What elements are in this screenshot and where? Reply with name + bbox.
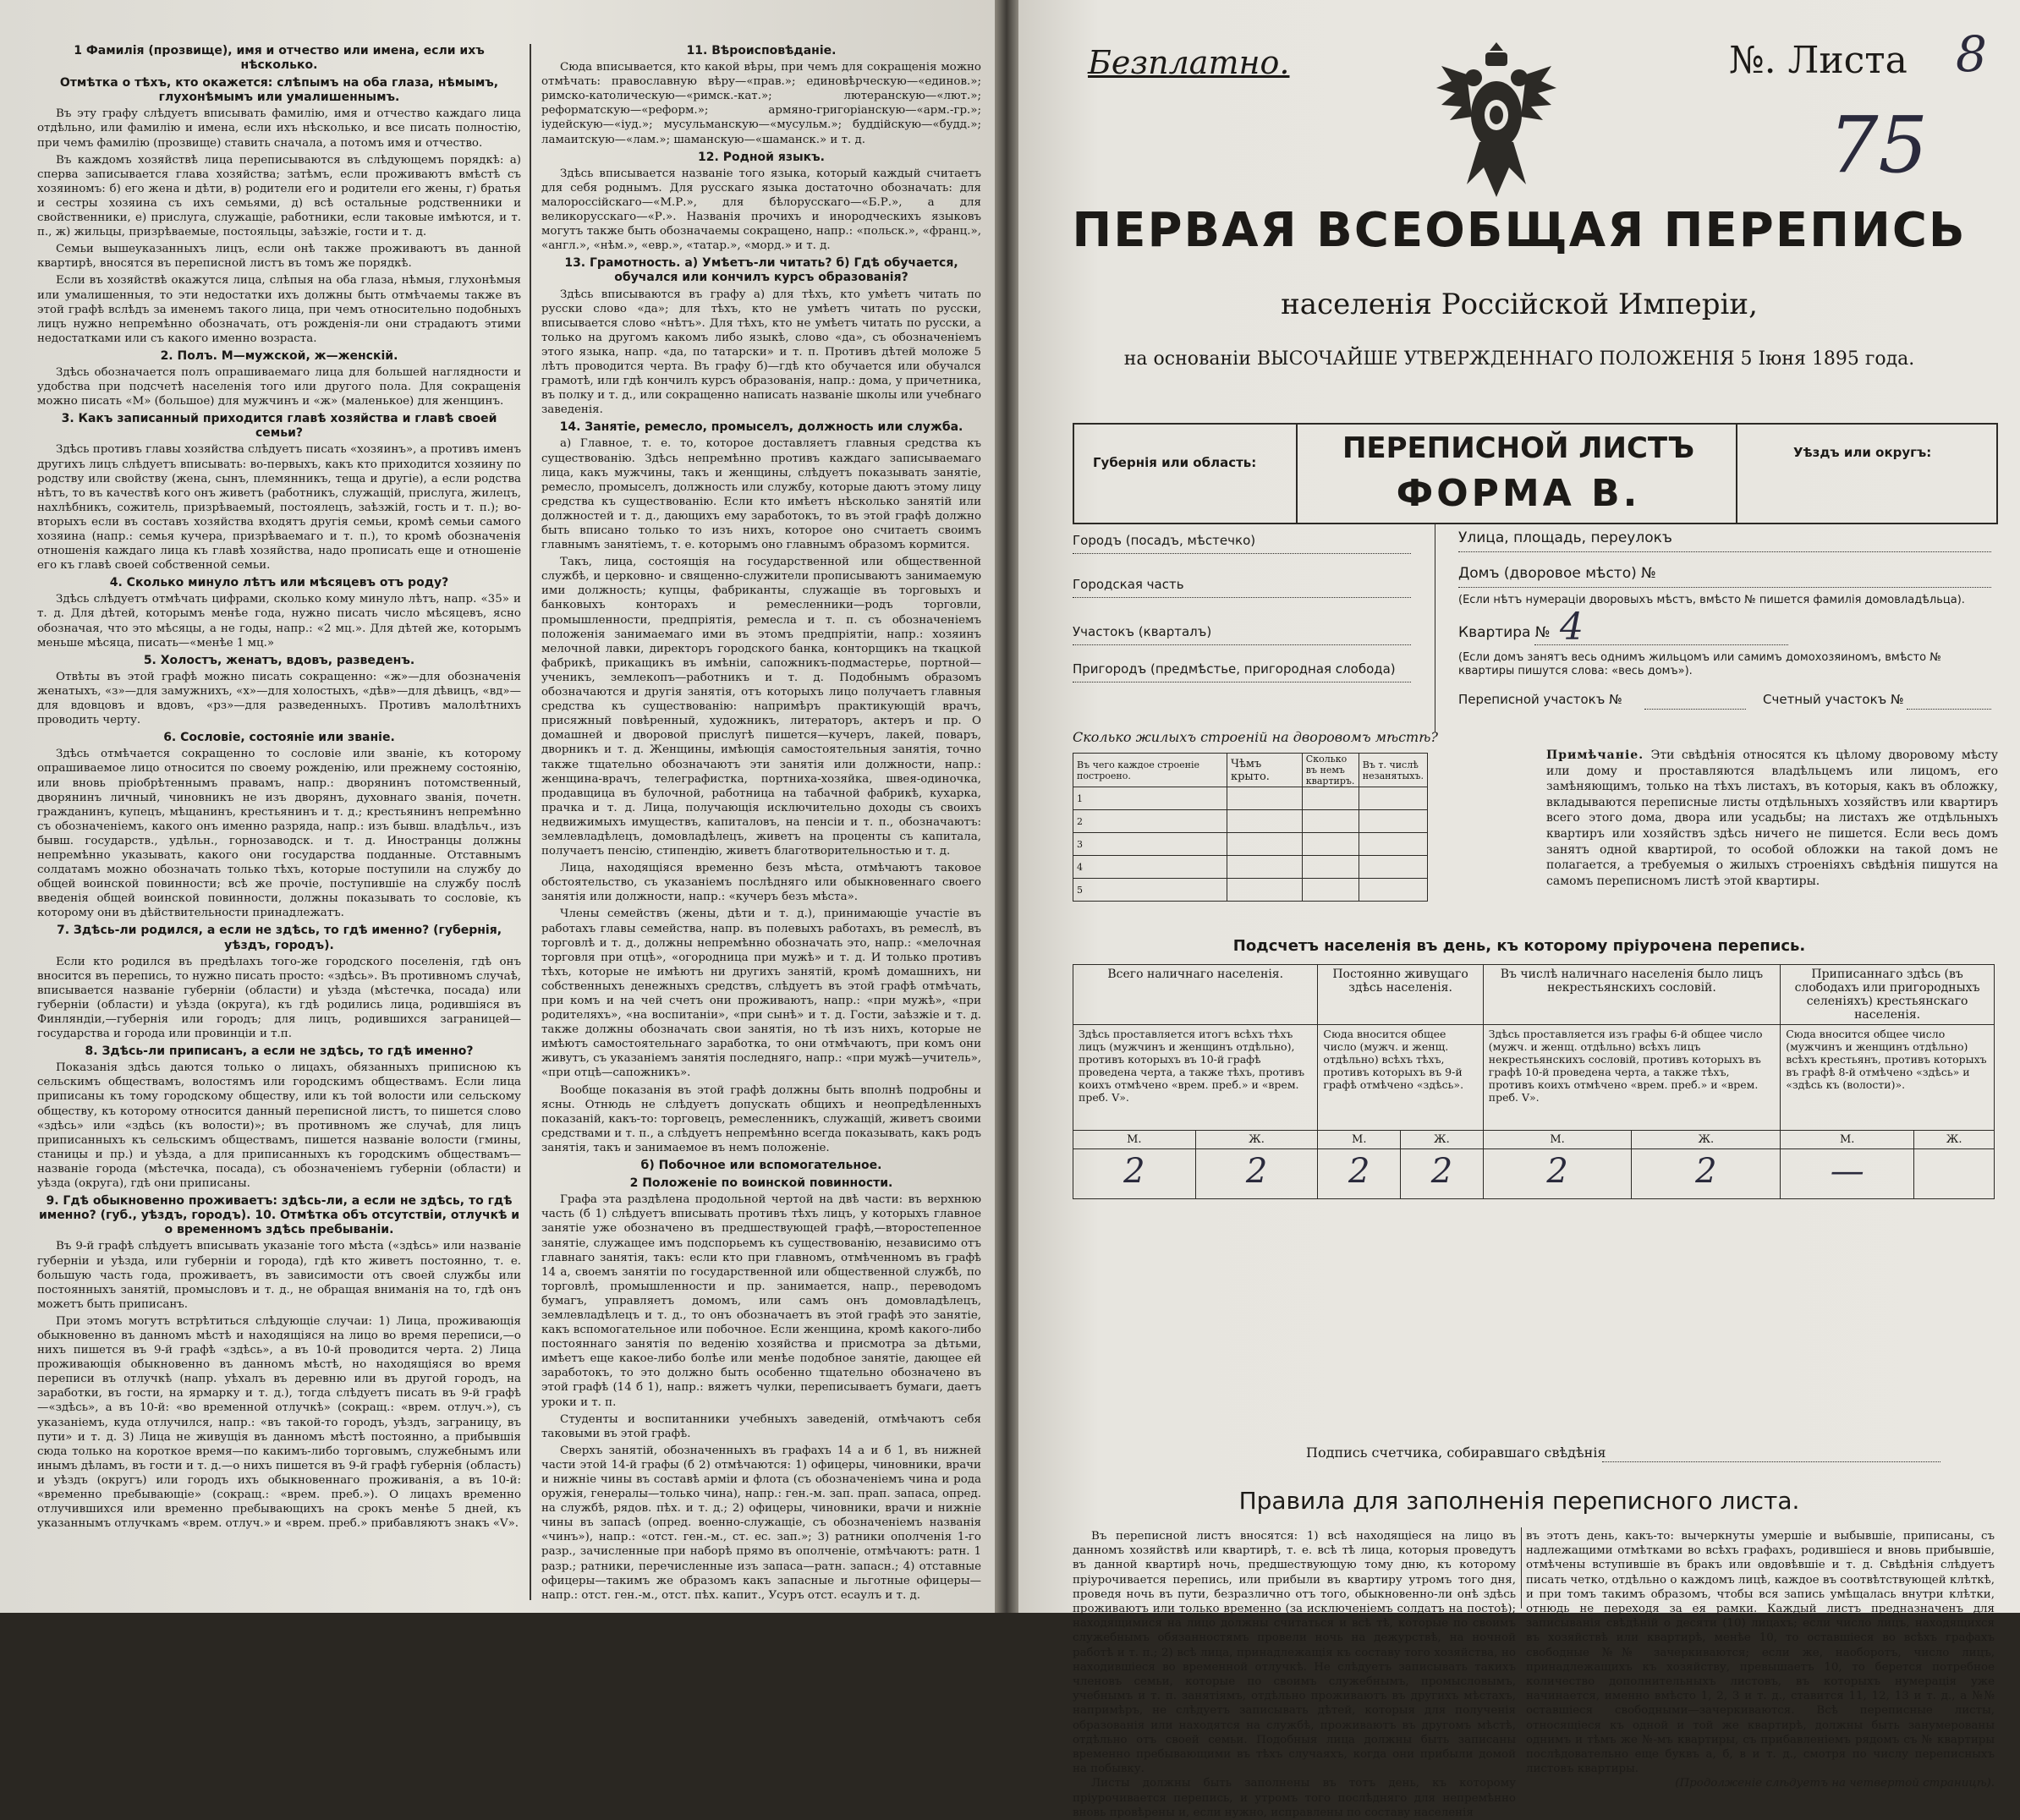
instruction-paragraph: Такъ, лица, состоящія на государственной или общественной службѣ, и церковно- и священно-служители прописываютъ занимаемую ими должность; купцы, фабриканты, служащіе въ торговыхъ и банковыхъ конторахъ и ремесленники—родъ торговли, промышленности, предпріятія, ремесла и т. п. съ обозначеніемъ положенія занимаемаго ими въ этомъ предпріятіи, напр.: хозяинъ мелочной лавки, директоръ городского банка, конторщикъ на ткацкой фабрикѣ, прикащикъ въ имѣніи, сапожникъ-подмастерье, портной—ученикъ, землекопъ—работникъ и т. д. Подобнымъ образомъ обозначаются и другія занятія, отъ которыхъ лицо получаетъ главныя средства къ существованію: напримѣръ практикующій врачъ, присяжный повѣренный, художникъ, литераторъ, актеръ и пр. О домашней и дворовой прислугѣ пишется—кучеръ, лакей, поваръ, дворникъ и т. д. Женщины, имѣющія самостоятельныя занятія, точно также тщательно обозначаютъ эти занятія или должности, напр.: женщина-врачъ, телеграфистка, портниха-хозяйка, швея-одиночка, продавщица въ булочной, работница на табачной фабрикѣ, кухарка, прачка и т. д. Лица, получающія исключительно доходы съ своихъ недвижимыхъ имуществъ, капиталовъ, на пенсіи и т. п., обозначаютъ: землевладѣлецъ, домовладѣлецъ, живетъ на проценты съ капитала, получаетъ пенсію, стипендію, живетъ благотворительностью и т. д.: [541, 556, 981, 858]
count-m-header: М.: [1318, 1131, 1401, 1149]
section-heading: 11. Вѣроисповѣданіе.: [686, 44, 837, 58]
section-heading: 12. Родной языкъ.: [698, 150, 825, 164]
instruction-paragraph: Здѣсь противъ главы хозяйства слѣдуетъ писать «хозяинъ», а противъ именъ другихъ лицъ слѣдуетъ вписывать: во-первыхъ, какъ кто приходится хозяину по родству или свойству (жена, сынъ, племянникъ, теща и другіе), а если родства нѣтъ, то въ качествѣ кого онъ живетъ (работникъ, служащій, прислуга, жилецъ, нахлѣбникъ, сожитель, призрѣваемый, постоялецъ, заѣзжій, гость и т. п.); во-вторыхъ если въ составъ хозяйства входятъ другія семьи, кромѣ семьи самого хозяина (напр.: семья кучера, призрѣваемаго и т. п.), то кромѣ обозначенія отношенія каждаго лица къ главѣ хозяйства, надо прописать еще и отношеніе его къ главѣ своей собственной семьи.: [37, 443, 521, 573]
count-value-permanent-m[interactable]: 2: [1318, 1149, 1401, 1199]
count-desc-non-peasant: Здѣсь проставляется изъ графы 6-й общее число (мужч. и женщ. отдѣльно) всѣхъ лицъ некрестьянскихъ сословій, противъ которыхъ въ графѣ 10-й проведена черта, а также тѣхъ, противъ коихъ отмѣчено «врем. преб.» и «врем. преб. V».: [1483, 1025, 1780, 1131]
buildings-header-vacant: Въ т. числѣ незанятыхъ.: [1359, 754, 1427, 787]
address-top-rule: [1073, 523, 1998, 524]
buildings-cell[interactable]: [1359, 810, 1427, 833]
buildings-note: [1546, 748, 1998, 889]
instruction-paragraph: Сюда вписывается, кто какой вѣры, при чемъ для сокращенія можно отмѣчать: православную вѣру—«прав.»; единовѣрческую—«единов.»; римско-католическую—«римск.-кат.»; лютеранскую—«лют.»; реформатскую—«реформ.»; армяно-григоріанскую—«арм.-гр.»; іудейскую—«іуд.»; мусульманскую—«мусульм.»; буддійскую—«будд.»; ламаитскую—«лам.»; шаманскую—«шаманск.» и т. д.: [541, 61, 981, 146]
book-gutter: [995, 0, 1018, 1613]
schet-uchastok-field[interactable]: [1907, 709, 1991, 710]
buildings-cell[interactable]: [1302, 810, 1359, 833]
form-letter: ФОРМА В.: [1396, 472, 1641, 515]
kvartira-field[interactable]: [1534, 644, 1788, 645]
kvartira-note: (Если домъ занятъ весь однимъ жильцомъ или самимъ домохозяиномъ, вмѣсто № квартиры пишутся слова: «весь домъ»).: [1458, 651, 1941, 677]
document-basis: на основаніи ВЫСОЧАЙШЕ УТВЕРЖДЕННАГО ПОЛОЖЕНІЯ 5 Іюня 1895 года.: [1123, 348, 1915, 370]
count-value-non-peasant-zh[interactable]: 2: [1632, 1149, 1781, 1199]
count-zh-header: Ж.: [1632, 1131, 1781, 1149]
column-divider: [530, 44, 531, 1600]
section-heading: 7. Здѣсь-ли родился, а если не здѣсь, то гдѣ именно? (губернія, уѣздъ, городъ).: [56, 924, 502, 952]
instruction-paragraph: Если кто родился въ предѣлахъ того-же городского поселенія, гдѣ онъ вносится въ перепись, то нужно писать просто: «здѣсь». Въ противномъ случаѣ, вписывается названіе губерніи (области) и уѣзда (мѣстечка, посада) или губерніи (области) и уѣзда (округа), къ гдѣ родились лица, родившіяся въ Финляндіи,—губернія или городъ; для лицъ, родившихся заграницей—государства и города или провинціи и т.п.: [37, 955, 521, 1041]
rules-divider: [1521, 1527, 1522, 1609]
buildings-header-material: Въ чего каждое строеніе построено.: [1073, 754, 1227, 787]
instruction-paragraph: Отвѣты въ этой графѣ можно писать сокращенно: «ж»—для обозначенія женатыхъ, «з»—для замужнихъ, «х»—для холостыхъ, «дѣв»—для дѣвицъ, «вд»—для вдовцовъ и вдовъ, «рз»—для разведенныхъ. Противъ малолѣтнихъ проводить черту.: [37, 670, 521, 727]
buildings-cell[interactable]: [1227, 833, 1302, 856]
handwritten-folio-number: 75: [1829, 100, 1929, 190]
form-title: ПЕРЕПИСНОЙ ЛИСТЪ: [1342, 431, 1695, 465]
count-m-header: М.: [1073, 1131, 1196, 1149]
gorod-label: Городъ (посадъ, мѣстечко): [1073, 533, 1256, 548]
instruction-paragraph: Если въ хозяйствѣ окажутся лица, слѣпыя на оба глаза, нѣмыя, глухонѣмыя или умалишенныя, то эти недостатки ихъ должны быть отмѣчаемы также въ этой графѣ вслѣдъ за именемъ такого лица, при чемъ относительно подобныхъ лицъ нужно непремѣнно обозначать, отъ рожденія-ли они страдаютъ этими недостатками или съ какого именно возраста.: [37, 274, 521, 345]
rules-text-2: Листы должны быть заполнены въ тотъ день, къ которому пріурочивается перепись, и утромъ того послѣдняго для непремѣнно вновь провѣрены и, если нужно, исправлены по составу населенія: [1073, 1777, 1516, 1819]
section-heading: б) Побочное или вспомогательное.: [640, 1159, 882, 1173]
buildings-row-num: 5: [1073, 879, 1227, 902]
instruction-paragraph: Въ эту графу слѣдуетъ вписывать фамилію, имя и отчество каждаго лица отдѣльно, или фамилію и имена, если ихъ нѣсколько, и все писать полностію, при чемъ фамилію (прозвище) ставить сначала, а потомъ имя и отчество.: [37, 107, 521, 150]
count-m-header: М.: [1781, 1131, 1914, 1149]
dom-field[interactable]: [1458, 587, 1991, 588]
instruction-paragraph: а) Главное, т. е. то, которое доставляетъ главныя средства къ существованію. Здѣсь непремѣнно противъ каждаго записываемаго лица, какъ мужчины, такъ и женщины, слѣдуетъ показывать занятіе, ремесло, промыселъ, должность или службу, которые даютъ этому лицу средства къ существованію. Если кто имѣетъ нѣсколько занятій или должностей и т. д., дающихъ ему заработокъ, то въ этой графѣ должно быть вписано только то изъ нихъ, которое оно считаетъ своимъ главнымъ занятіемъ, т. е. которымъ оно главнымъ образомъ кормится.: [541, 437, 981, 552]
uezd-label: Уѣздъ или округъ:: [1793, 445, 1932, 460]
section-heading: 3. Какъ записанный приходится главѣ хозяйства и главѣ своей семьи?: [61, 412, 497, 441]
buildings-cell[interactable]: [1302, 787, 1359, 810]
count-value-peasant-m[interactable]: —: [1781, 1149, 1914, 1199]
buildings-table: [1073, 753, 1428, 902]
ulica-field[interactable]: [1458, 551, 1991, 552]
buildings-question: Сколько жилыхъ строеній на дворовомъ мѣстѣ?: [1073, 729, 1438, 745]
instruction-paragraph: Студенты и воспитанники учебныхъ заведеній, отмѣчаютъ себя таковыми въ этой графѣ.: [541, 1412, 981, 1440]
rules-continuation: (Продолженіе слѣдуетъ на четвертой страницѣ).: [1675, 1777, 1995, 1790]
buildings-cell[interactable]: [1359, 856, 1427, 879]
buildings-cell[interactable]: [1302, 856, 1359, 879]
count-header-total: Всего наличнаго населенія.: [1073, 965, 1318, 1025]
dom-note: (Если нѣтъ нумераціи дворовыхъ мѣстъ, вмѣсто № пишется фамилія домовладѣльца).: [1458, 594, 1965, 606]
section-heading: 6. Сословіе, состояніе или званіе.: [163, 731, 395, 745]
note-label: Примѣчаніе.: [1546, 748, 1644, 762]
signature-label: Подпись счетчика, собиравшаго свѣдѣнія: [1306, 1444, 1606, 1461]
document-title: ПЕРВАЯ ВСЕОБЩАЯ ПЕРЕПИСЬ: [1072, 203, 1967, 258]
rules-column-1: [1073, 1529, 1516, 1820]
count-zh-header: Ж.: [1195, 1131, 1318, 1149]
buildings-cell[interactable]: [1227, 879, 1302, 902]
buildings-cell[interactable]: [1227, 856, 1302, 879]
document-subtitle: населенія Россійской Имперіи,: [1281, 288, 1758, 321]
gubernia-label: Губернія или область:: [1093, 455, 1257, 470]
buildings-cell[interactable]: [1227, 787, 1302, 810]
buildings-row-num: 2: [1073, 810, 1227, 833]
count-value-non-peasant-m[interactable]: 2: [1483, 1149, 1632, 1199]
count-header-permanent: Постоянно живущаго здѣсь населенія.: [1318, 965, 1483, 1025]
count-zh-header: Ж.: [1914, 1131, 1995, 1149]
instruction-paragraph: Въ каждомъ хозяйствѣ лица переписываются въ слѣдующемъ порядкѣ: а) сперва записывается глава хозяйства; затѣмъ, если проживаютъ вмѣстѣ съ хозяиномъ: б) его жена и дѣти, в) родители его и родители его жены, г) братья и сестры хозяина съ ихъ семьями, д) всѣ остальные родственники и свойственники, е) прислуга, служащіе, работники, если таковые имѣются, и т. п., ж) жильцы, призрѣваемые, постояльцы, заѣзжіе, гости и т. д.: [37, 153, 521, 239]
instructions-column-2: [541, 41, 981, 1605]
count-zh-header: Ж.: [1401, 1131, 1484, 1149]
handwritten-sheet-number: 8: [1956, 25, 1987, 83]
section-heading: 14. Занятіе, ремесло, промыселъ, должность или служба.: [559, 420, 963, 435]
count-desc-peasant: Сюда вносится общее число (мужчинъ и женщинъ отдѣльно) всѣхъ крестьянъ, противъ которыхъ въ графѣ 8-й отмѣчено «здѣсь» и «здѣсь къ (волости)».: [1781, 1025, 1995, 1131]
instructions-page: [0, 0, 995, 1613]
section-heading: 8. Здѣсь-ли приписанъ, а если не здѣсь, то гдѣ именно?: [85, 1044, 474, 1059]
instruction-paragraph: Здѣсь слѣдуетъ отмѣчать цифрами, сколько кому минуло лѣтъ, напр. «35» и т. д. Для дѣтей, которымъ менѣе года, нужно писать число мѣсяцевъ, ясно обозначая, что это мѣсяцы, а не годы, напр.: «2 мц.». Для дѣтей же, которымъ меньше мѣсяца, писать—«менѣе 1 мц.»: [37, 593, 521, 650]
rules-title: Правила для заполненія переписного листа.: [1238, 1487, 1800, 1515]
count-desc-total: Здѣсь проставляется итогъ всѣхъ тѣхъ лицъ (мужчинъ и женщинъ отдѣльно), противъ которыхъ въ 10-й графѣ проведена черта, а также тѣхъ, противъ коихъ отмѣчено «врем. преб.» и «врем. преб. V».: [1073, 1025, 1318, 1131]
instruction-paragraph: Показанія здѣсь даются только о лицахъ, обязанныхъ приписною къ сельскимъ обществамъ, волостямъ или городскимъ обществамъ. Если лица приписаны къ тому городскому обществу, или къ той волости или сельскому обществу, къ которому относится данный переписной листъ, то пишется слово «здѣсь» или «здѣсь (къ волости)»; въ противномъ же случаѣ, для лицъ приписанныхъ къ сельскимъ обществамъ, пишется названіе волости (гмины, станицы и пр.) и уѣзда, а для приписанныхъ къ городскимъ обществамъ—названіе города (мѣстечка, посада), съ обозначеніемъ губерніи (области) и уѣзда (округа), гдѣ они приписаны.: [37, 1061, 521, 1191]
signature-field[interactable]: [1602, 1461, 1940, 1462]
instruction-paragraph: Здѣсь отмѣчается сокращенно то сословіе или званіе, къ которому опрашиваемое лицо относится по своему рожденію, или прежнему состоянію, или вновь пріобрѣтеннымъ правамъ, напр.: дворянинъ потомственный, дворянинъ личный, чиновникъ не изъ дворянъ, духовнаго званія, почетн. гражданинъ, купецъ, мѣщанинъ, крестьянинъ и т. д.; крестьянинъ непремѣнно съ обозначеніемъ, какого онъ именно разряда, напр.: изъ бывш. владѣльч., изъ бывш. государств., удѣльн., горнозаводск. и т. д. Иностранцы должны непремѣнно указывать, какого они государства подданные. Отставнымъ солдатамъ можно обозначать только тѣхъ, которые поступили на службу до общей воинской повинности; всѣ же прочіе, поступившіе на службу послѣ введенія общей воинской повинности, должны показывать то сословіе, къ которому они въ дѣйствительности принадлежатъ.: [37, 748, 521, 920]
instruction-paragraph: Вообще показанія въ этой графѣ должны быть вполнѣ подробны и ясны. Отнюдь не слѣдуетъ допускать общихъ и неопредѣленныхъ показаній, какъ-то: торговецъ, ремесленникъ, служащій, живетъ своими средствами и т. п., а слѣдуетъ непремѣнно всегда показывать, какъ родъ занятія, такъ и занимаемое въ немъ положеніе.: [541, 1083, 981, 1154]
buildings-cell[interactable]: [1227, 810, 1302, 833]
kvartira-label: Квартира №: [1458, 624, 1551, 641]
instruction-paragraph: Лица, находящіяся временно безъ мѣста, отмѣчаютъ таковое обстоятельство, съ указаніемъ послѣдняго или обыкновеннаго своего занятія или должности, напр.: «кучеръ безъ мѣста».: [541, 862, 981, 904]
schet-uchastok-label: Счетный участокъ №: [1763, 692, 1904, 707]
imperial-eagle-emblem-icon: [1433, 41, 1560, 201]
rules-text-3: въ этотъ день, какъ-то: вычеркнуты умершіе и выбывшіе, приписаны, съ надлежащими отмѣтками во всѣхъ графахъ, родившіеся и вновь прибывшіе, отмѣчены вступившіе въ бракъ или овдовѣвшіе и т. д. Свѣдѣнія слѣдуетъ писать четко, отдѣльно о каждомъ лицѣ, каждое въ соотвѣтствующей клѣткѣ, и при томъ такимъ образомъ, чтобы вся запись умѣщалась внутри клѣтки, отнюдь не переходя за ея рамки. Каждый листъ предназначенъ для записыванія свѣдѣній о десяти (10) лицахъ; если число лицъ, находящихся въ хозяйствѣ или квартирѣ, менѣе 10, то оставшіеся во всѣхъ графахъ свободные №№ зачеркиваются; если же, наоборотъ, число лицъ, принадлежащихъ къ хозяйству, превышаетъ 10, то берется потребное количество дополнительныхъ листовъ, въ которыхъ нумерація уже начинается, именно вмѣсто 1, 2, 3 и т. д., ставится 11, 12, 13 и т. д., а №№ оставшіеся свободными—зачеркиваются. Всѣ переписные листы, относящіеся къ одной и той же квартирѣ, должны быть занумерованы однимъ и тѣмъ же №-мъ квартиры, съ прибавленіемъ рядомъ съ № квартиры послѣдовательно еще буквъ а, б, в и т. д., смотря по числу переписныхъ листовъ квартиры.: [1526, 1530, 1995, 1776]
rules-column-2: [1526, 1529, 1995, 1791]
count-value-total-zh[interactable]: 2: [1195, 1149, 1318, 1199]
buildings-cell[interactable]: [1359, 833, 1427, 856]
rules-text-1: Въ переписной листъ вносятся: 1) всѣ находящіеся на лицо въ данномъ хозяйствѣ или квартирѣ, т. е. всѣ тѣ лица, которыя проведутъ въ данной квартирѣ ночь, предшествующую тому дню, къ которому пріурочивается перепись, или прибыли въ квартиру утромъ того дня, проведя ночь въ пути, безразлично отъ того, обыкновенно-ли онѣ здѣсь проживаютъ или только временно (за исключеніемъ солдатъ на постоѣ); находящимися на лицо должны считаться и всѣ тѣ, которые по своимъ служебнымъ обязанностямъ провели ночь на дежурствѣ, на ночной работѣ и т. п.; 2) всѣ лица, принадлежащія къ составу того хозяйства, но находившіеся во временной отлучкѣ. Не слѣдуетъ записывать такихъ членовъ семьи, которые по своимъ служебнымъ, промысловымъ, учебнымъ и т. п. занятіямъ, отдѣльно проживаютъ въ другихъ мѣстахъ, напримѣръ, не слѣдуетъ записывать дѣтей, которыя для полученія образованія или находятся на службѣ, проживаютъ въ другомъ мѣстѣ, отдѣльно отъ своей семьи. Подобныя лица должны быть записаны временно пребывающими въ тѣхъ случаяхъ, когда они прибыли домой на побывку.: [1073, 1530, 1516, 1776]
instruction-paragraph: Въ 9-й графѣ слѣдуетъ вписывать указаніе того мѣста («здѣсь» или названіе губерніи и уѣзда, или губерніи и города), гдѣ кто живетъ постоянно, т. е. большую часть года, проживаетъ, въ зависимости отъ своей службы или постоянныхъ занятій, промысловъ и т. д., не обращая вниманія на то, гдѣ онъ можетъ быть приписанъ.: [37, 1240, 521, 1311]
count-header-non-peasant: Въ числѣ наличнаго населенія было лицъ некрестьянскихъ сословій.: [1483, 965, 1780, 1025]
section-heading: 9. Гдѣ обыкновенно проживаетъ: здѣсь-ли, а если не здѣсь, то гдѣ именно? (губ., уѣздъ, городъ). 10. Отмѣтка объ отсутствіи, отлучкѣ и о временномъ здѣсь пребываніи.: [38, 1194, 520, 1237]
population-count-title: Подсчетъ населенія въ день, къ которому пріурочена перепись.: [1232, 937, 1806, 955]
prigorod-label: Пригородъ (предмѣстье, пригородная слобода): [1073, 661, 1396, 677]
count-value-peasant-zh[interactable]: [1914, 1149, 1995, 1199]
instruction-paragraph: Графа эта раздѣлена продольной чертой на двѣ части: въ верхнюю часть (б 1) слѣдуетъ вписывать противъ тѣхъ лицъ, у которыхъ главное занятіе уже обозначено въ предшествующей графѣ,—второстепенное занятіе, служащее имъ подспорьемъ къ существованію, независимо отъ главнаго занятія, такъ: если кто при главномъ, отмѣченномъ въ графѣ 14 а, своемъ занятіи по государственной или общественной службѣ, по торговлѣ, промышленности и пр. занимается, напр., переводомъ бумагъ, управляетъ домомъ, или самъ онъ домовладѣлецъ, землевладѣлецъ и т. д., то онъ обозначаетъ въ этой графѣ это занятіе, какъ вспомогательное или побочное. Если женщина, кромѣ какого-либо постояннаго занятія по веденію хозяйства и присмотра за дѣтьми, имѣетъ еще какое-либо болѣе или менѣе подобное занятіе, дающее ей заработокъ, то это должно быть особенно тщательно обозначено въ этой графѣ (14 б 1), напр.: вяжетъ чулки, переписываетъ бумаги, даетъ уроки и т. п.: [541, 1193, 981, 1409]
buildings-row-num: 4: [1073, 856, 1227, 879]
instruction-paragraph: При этомъ могутъ встрѣтиться слѣдующіе случаи: 1) Лица, проживающія обыкновенно въ данномъ мѣстѣ и находящіяся на лицо во время переписи,—о нихъ пишется въ 9-й графѣ «здѣсь», а въ 10-й проводится черта. 2) Лица проживающія обыкновенно въ данномъ мѣстѣ, но находящіяся во время переписи въ отлучкѣ (напр. уѣхалъ въ деревню или въ другой городъ, на заработки, въ гости, на ярмарку и т. д.), тогда слѣдуетъ писать въ 9-й графѣ—«здѣсь», а въ 10-й: «во временной отлучкѣ» (сокращ.: «врем. отлуч.»), съ указаніемъ, куда отлучился, напр.: «въ такой-то городъ, уѣздъ, заграницу, въ пути» и т. д. 3) Лица не живущія въ данномъ мѣстѣ постоянно, а прибывшія сюда только на короткое время—по какимъ-либо торговымъ, служебнымъ или инымъ дѣламъ, въ гости и т. д.—о нихъ пишется въ 9-й графѣ губернія (область) и уѣздъ (округъ) или городъ ихъ обыкновеннаго проживанія, а въ 10-й: «временно пребывающіе» (сокращ.: «врем. преб.»). О лицахъ временно отлучившихся или временно пребывающихъ на срокъ менѣе 5 дней, къ указаннымъ отлучкамъ «врем. отлуч.» и «врем. преб.» прибавляютъ знакъ «V».: [37, 1314, 521, 1531]
instruction-paragraph: Здѣсь вписываются въ графу а) для тѣхъ, кто умѣетъ читать по русски слово «да»; для тѣхъ, кто не умѣетъ читать по русски, вписывается слово «нѣтъ». Для тѣхъ, кто не умѣетъ читать по русски, а только на другомъ какомъ либо языкѣ, слово «да», съ обозначеніемъ этого языка, напр. «да, по татарски» и т. п. Противъ дѣтей моложе 5 лѣтъ проводится черта. Въ графу б)—гдѣ кто обучается или обучался грамотѣ, или гдѣ кончилъ курсъ образованія, напр.: дома, у причетника, въ полку и т. д., или сокращенно написать названіе школы или учебнаго заведенія.: [541, 288, 982, 417]
buildings-cell[interactable]: [1302, 879, 1359, 902]
instruction-paragraph: Здѣсь вписывается названіе того языка, который каждый считаетъ для себя роднымъ. Для русскаго языка достаточно обозначать: для малороссійскаго—«М.Р.», для бѣлорусскаго—«Б.Р.», а для великорусскаго—«Р.». Названія прочихъ и инородческихъ языковъ могутъ также быть обозначаемы сокращено, напр.: «польск.», «франц.», «англ.», «нѣм.», «евр.», «татар.», «морд.» и т. д.: [541, 167, 981, 253]
count-value-permanent-zh[interactable]: 2: [1401, 1149, 1484, 1199]
section-heading: 5. Холостъ, женатъ, вдовъ, разведенъ.: [143, 653, 415, 667]
buildings-row-num: 1: [1073, 787, 1227, 810]
free-label: Безплатно.: [1088, 44, 1290, 81]
instruction-paragraph: Семьи вышеуказанныхъ лицъ, если онѣ также проживаютъ въ данной квартирѣ, вносятся въ переписной листъ въ томъ же порядкѣ.: [37, 243, 521, 271]
count-value-total-m[interactable]: 2: [1073, 1149, 1196, 1199]
count-header-peasant: Приписаннаго здѣсь (въ слободахъ или пригородныхъ селеніяхъ) крестьянскаго населенія.: [1781, 965, 1995, 1025]
gor-chast-field[interactable]: [1073, 597, 1411, 598]
section-heading: 13. Грамотность. а) Умѣетъ-ли читать? б) Гдѣ обучается, обучался или кончилъ курсъ образованія?: [564, 256, 958, 285]
perepis-uchastok-label: Переписной участокъ №: [1458, 692, 1622, 707]
gorod-field[interactable]: [1073, 553, 1411, 554]
buildings-cell[interactable]: [1302, 833, 1359, 856]
form-header-box: [1073, 423, 1998, 524]
census-form-page: [1018, 0, 2020, 1819]
instruction-paragraph: Сверхъ занятій, обозначенныхъ въ графахъ 14 а и б 1, въ нижней части этой 14-й графы (б 2) отмѣчаются: 1) офицеры, чиновники, врачи и нижніе чины въ составѣ арміи и флота (съ обозначеніемъ чина и рода оружія, генералы—только чина), напр.: ген.-м. зап. прап. запаса, опред. на службѣ, рядов. пѣх. и т. д.; 2) офицеры, чиновники, врачи и нижніе чины въ запасѣ (опред. военно-служащіе, съ обозначеніемъ названія «чинъ»), напр.: «отст. ген.-м., ст. ес. зап.»; 3) ратники ополченія 1-го разр., зачисленные при наборѣ прямо въ ополченіе, отмѣчаютъ: ратн. 1 разр.; ратники, перечисленные изъ запаса—ратн. запасн.; 4) отставные офицеры—такимъ же образомъ какъ запасные и льготные офицеры—напр.: отст. ген.-м., отст. пѣх. капит., Усуръ отст. есаулъ и т. д.: [541, 1444, 981, 1602]
buildings-header-apartments: Сколько въ немъ квартиръ.: [1302, 754, 1359, 787]
buildings-row-num: 3: [1073, 833, 1227, 856]
instructions-column-1: [37, 41, 521, 1533]
section-heading: 4. Сколько минуло лѣтъ или мѣсяцевъ отъ роду?: [109, 576, 449, 590]
section-heading: 2 Положеніе по воинской повинности.: [629, 1176, 893, 1191]
dom-label: Домъ (дворовое мѣсто) №: [1458, 565, 1656, 582]
buildings-cell[interactable]: [1359, 879, 1427, 902]
sheet-number-label: №. Листа: [1729, 39, 1907, 82]
ulica-label: Улица, площадь, переулокъ: [1458, 529, 1672, 546]
perepis-uchastok-field[interactable]: [1644, 709, 1746, 710]
count-desc-permanent: Сюда вносится общее число (мужч. и женщ. отдѣльно) всѣхъ тѣхъ, противъ которыхъ въ 9-й графѣ отмѣчено «здѣсь».: [1318, 1025, 1483, 1131]
section-heading: 2. Полъ. М—мужской, ж—женскій.: [160, 348, 398, 363]
gor-chast-label: Городская часть: [1073, 577, 1184, 592]
kvartira-handwritten: 4: [1560, 606, 1584, 649]
count-m-header: М.: [1483, 1131, 1632, 1149]
uchastok-label: Участокъ (кварталъ): [1073, 624, 1212, 639]
population-count-table: [1073, 964, 1995, 1199]
instruction-paragraph: Здѣсь обозначается полъ опрашиваемаго лица для большей наглядности и удобства при подсчетѣ населенія того или другого пола. Для сокращенія можно писать «М» (большое) для мужчинъ и «ж» (маленькое) для женщинъ.: [37, 365, 521, 408]
section-heading: Отмѣтка о тѣхъ, кто окажется: слѣпымъ на оба глаза, нѣмымъ, глухонѣмымъ или умалишеннымъ.: [59, 76, 499, 105]
buildings-header-roof: Чѣмъ крыто.: [1227, 754, 1302, 787]
instruction-paragraph: Члены семействъ (жены, дѣти и т. д.), принимающіе участіе въ работахъ главы семейства, напр. въ полевыхъ работахъ, въ ремеслѣ, въ торговлѣ и т. д., должны непремѣнно обозначать это, напр.: «мелочная торговля при отцѣ», «огородница при мужѣ» и т. д. И только противъ тѣхъ, которые не имѣютъ ни другихъ занятій, кромѣ домашнихъ, ни собственныхъ денежныхъ средствъ, слѣдуетъ въ этой графѣ отмѣчать, при комъ и на чей счетъ они проживаютъ, напр.: «при мужѣ», «при родителяхъ», «на воспитаніи», «при сынѣ» и т. д. Гости, заѣзжіе и т. д. также должны обозначать свои занятія, но тѣ изъ нихъ, которые не имѣютъ самостоятельнаго заработка, то они отмѣчаютъ, при комъ они живутъ, съ указаніемъ занятія последняго, напр.: «при мужѣ—учитель», «при отцѣ—сапожникъ».: [541, 907, 982, 1080]
section-heading: 1 Фамилія (прозвище), имя и отчество или имена, если ихъ нѣсколько.: [74, 44, 485, 73]
note-text: Эти свѣдѣнія относятся къ цѣлому дворовому мѣсту или дому и проставляются владѣльцемъ или лицомъ, его замѣняющимъ, только на тѣхъ листахъ, въ которыя, какъ въ обложку, вкладываются переписные листы отдѣльныхъ хозяйствъ или квартиръ всего этого дома, двора или усадьбы; на листахъ же отдѣльныхъ квартиръ или хозяйствъ здѣсь ничего не пишется. Если весь домъ занятъ одной квартирой, то особой обложки на такой домъ не полагается, а требуемыя о жилыхъ строеніяхъ свѣдѣнія пишутся на самомъ переписномъ листѣ этой квартиры.: [1546, 748, 1998, 888]
buildings-cell[interactable]: [1359, 787, 1427, 810]
uchastok-field[interactable]: [1073, 644, 1411, 645]
